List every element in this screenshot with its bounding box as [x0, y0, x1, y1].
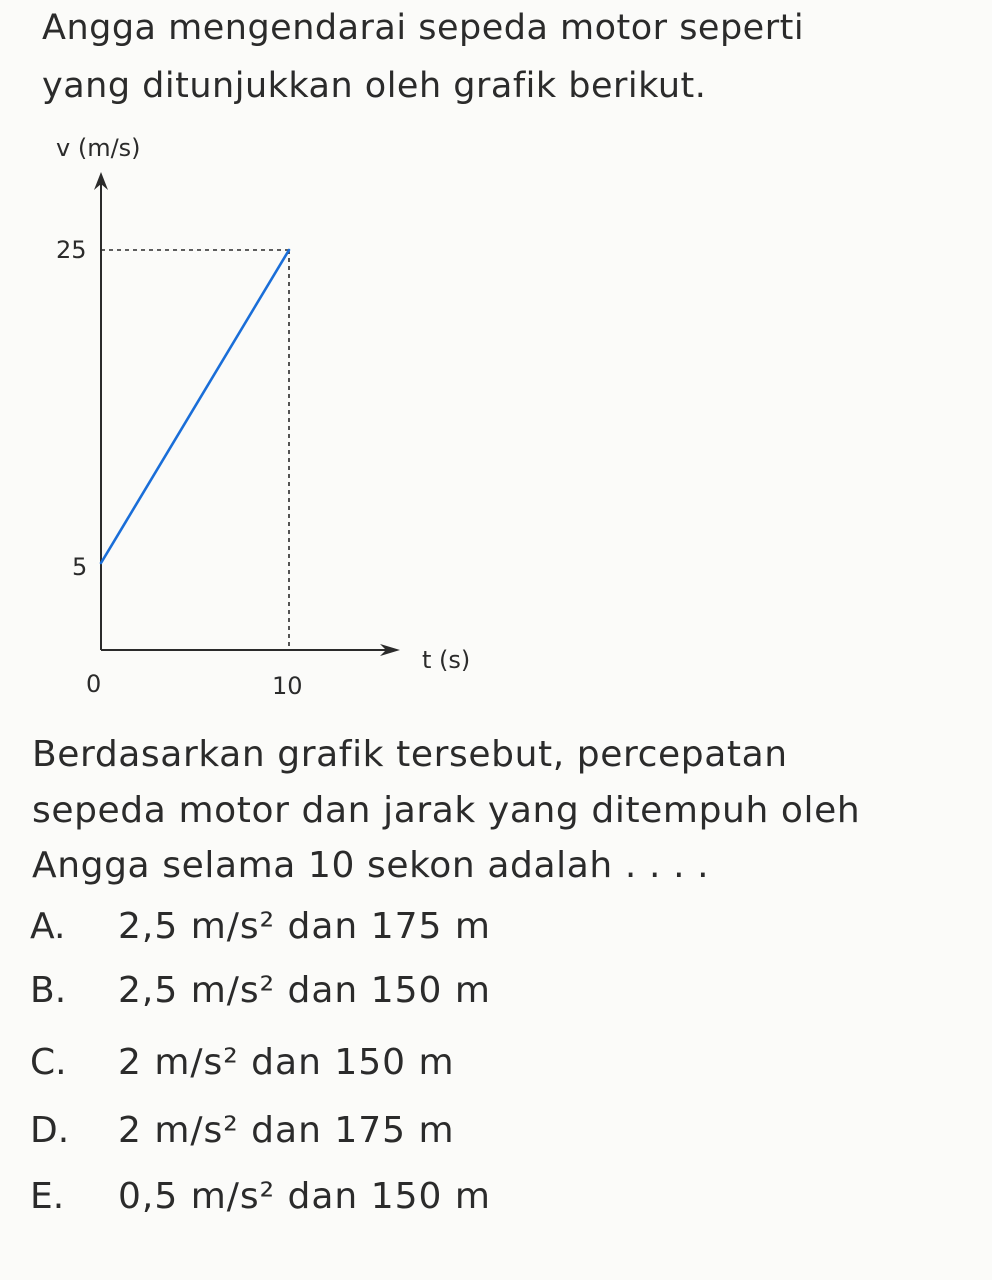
- option-text: 2 m/s² dan 150 m: [118, 1042, 455, 1083]
- question-line-2: sepeda motor dan jarak yang ditempuh oleh: [32, 790, 861, 831]
- question-line-3: Angga selama 10 sekon adalah . . . .: [32, 845, 710, 886]
- option-text: 2 m/s² dan 175 m: [118, 1110, 455, 1151]
- option-text: 2,5 m/s² dan 150 m: [118, 970, 491, 1011]
- x-axis-label: t (s): [422, 646, 471, 674]
- question-line-1: Berdasarkan grafik tersebut, percepatan: [32, 734, 788, 775]
- velocity-series-line: [101, 250, 289, 563]
- option-text: 2,5 m/s² dan 175 m: [118, 906, 491, 947]
- y-tick-25: 25: [56, 236, 87, 264]
- intro-line-1: Angga mengendarai sepeda motor seperti: [42, 8, 805, 48]
- option-letter: E.: [30, 1176, 65, 1217]
- option-letter: A.: [30, 906, 66, 947]
- option-letter: C.: [30, 1042, 67, 1083]
- y-axis-label: v (m/s): [56, 134, 141, 162]
- y-tick-5: 5: [72, 553, 88, 581]
- intro-line-2: yang ditunjukkan oleh grafik berikut.: [42, 66, 707, 106]
- option-text: 0,5 m/s² dan 150 m: [118, 1176, 491, 1217]
- option-letter: D.: [30, 1110, 70, 1151]
- option-letter: B.: [30, 970, 67, 1011]
- x-tick-10: 10: [272, 672, 303, 700]
- x-tick-0: 0: [86, 670, 102, 698]
